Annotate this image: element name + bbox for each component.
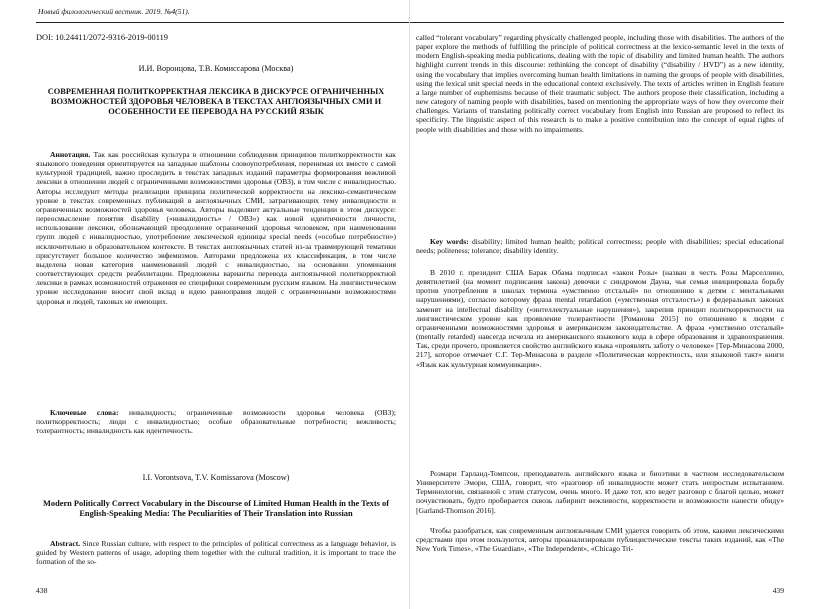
header-rule-right	[410, 22, 784, 23]
body-paragraph-1: В 2010 г. президент США Барак Обама подписал «закон Розы» (назван в честь Розы Марселлино, девятилетней (на момент подписания закона) девочки с синдромом Дауна, чья семья инициировала борьбу против употребления в школах термина «умственно отсталый» по отношению к детям с ментальными нарушениями), согласно которому фраза mental retardation («умственная отсталость») в федеральных законах заменят на intellectual disability («интеллектуальные нарушения»), закрепив принцип политкорректности на лингвистическом уровне как проявление толерантности [Романова 2015] по отношению к людям с ограниченными возможностями здоровья в американском законодательстве. А фраза «умственно отсталый» (mentally retarded) навсегда исчезла из американского языкового кода в сфере образования и здравоохранения. Так, среди прочего, проявляется свойство английского языка «проявлять заботу о человеке» [Тер-Минасова 2000, 217], которое отмечает С.Г. Тер-Минасова в разделе «Политическая корректность, или языковой такт» книги «Язык как культурная коммуникация».	[416, 268, 784, 369]
authors-ru: И.И. Воронцова, Т.В. Комиссарова (Москва)	[138, 64, 294, 73]
abstract-en	[36, 539, 396, 566]
keywords-ru-text: инвалидность; ограниченные возможности здоровья человека (ОВЗ); политкорректность; люди с инвалидностью; особые образовательные потребности; вежливость; толерантность; инвалидность как идентичность.	[36, 408, 396, 436]
body-paragraph-2: Розмари Гарланд-Томпсон, преподаватель английского языка и биоэтики в частном исследовательском Университете Эмори, США, говорит, что «разговор об инвалидности может стать непростым испытанием. Терминологии, связанной с этим статусом, очень много. И даже тот, кто ведет разговор с благой целью, может почувствовать, будто пробирается сквозь лабиринт вежливости, корректности и возможности нанести обиду» [Garland-Thomson 2016].	[416, 469, 784, 515]
page-number-right: 439	[772, 586, 784, 595]
abstract-ru-text: Так как российская культура в отношении соблюдения принципов политкорректности как языкового поведения ориентируется на западные шаблоны словоупотребления, перенимая их вместе с самой культурной традицией, важно проследить в текстах западных изданий параметры формирования вежливой лексики в отношении людей с ограниченными возможностями здоровья (ОВЗ), в том числе с инвалидностью. Авторы исследуют методы реализации принципа политической корректности на лексико-семантическом уровне в текстах современных публикаций в англоязычных СМИ, затрагивающих тему инвалидности и ограниченных возможностей здоровья человека. Авторы выделяют актуальные тенденции в этом дискурсе: переосмысление понятия disability («инвалидность» / ОВЗ») как новой идентичности личности, использование лексики, обозначающей преодоление ограничений здоровья человеком, при наименовании групп людей с инвалидностью, употребление лексической единицы special needs («особые потребности») исключительно в образовательном контексте. В текстах англоязычных статей из-за травмирующей тематики присутствует большое количество эвфемизмов. Авторами предложена их классификация, в том числе выделена новая категория наименований людей с инвалидностью, на основании упоминания соответствующих средств реабилитации. Предложены варианты перевода англоязычной политкорректной лексики в рамках возможностей отражения ее специфики современным русским языком. На лингвистическом уровне исследование вносит свой вклад в идею равноправия людей с ограниченными возможностями здоровья и людей, таковых не имеющих.	[36, 150, 396, 306]
keywords-en-label: Key words:	[430, 237, 469, 246]
abstract-ru	[36, 150, 396, 306]
abstract-en-text: Since Russian culture, with respect to the principles of political correctness as a language behavior, is guided by Western patterns of usage, adopting them together with the cultural tradition, it is important to trace the formation of the so-	[36, 539, 397, 567]
abstract-en-continued: called “tolerant vocabulary” regarding physically challenged people, including those with disabilities. The authors of the paper explore the methods of fulfilling the principle of political correctness at the lexico-semantic level in the texts of modern English-speaking media publications, dealing with the topic of disability and limited human health. The authors highlight current trends in this discourse: rethinking the concept of disability (“disability / HVD”) as a new identity, using the vocabulary that implies overcoming human health limitations in naming the groups of people with disabilities, using the lexical unit special needs in the educational context exclusively. The texts of articles written in English feature a large number of euphemisms because of their traumatic subject. The authors propose their classification, including a new category of naming people with disabilities, based on mentioning the appropriate ways of how they overcome their challenges. Variants of translating politically correct vocabulary from English into Russian are proposed to reflect its specificity. The linguistic aspect of this research is to make a positive contribution into the concept of equal rights of people with disabilities and those with no impairments.	[416, 33, 784, 134]
keywords-en	[416, 237, 784, 255]
right-page	[410, 0, 820, 609]
authors-en: I.I. Vorontsova, T.V. Komissarova (Moscow)	[142, 473, 290, 482]
abstract-en-label: Abstract.	[50, 539, 81, 548]
keywords-ru	[36, 408, 396, 435]
header-rule	[36, 22, 410, 23]
abstract-ru-label: Аннотация.	[50, 150, 91, 159]
page-number-left: 438	[36, 586, 48, 595]
doi[interactable]: DOI: 10.24411/2072-9316-2019-00119	[36, 33, 168, 42]
running-header: Новый филологический вестник. 2019. №4(51).	[38, 7, 190, 16]
body-paragraph-3: Чтобы разобраться, как современным англоязычным СМИ удается говорить об этом, какими лексическими средствами при этом пользуются, авторы проанализировали публицистические тексты таких изданий, как «The New York Times», «The Guardian», «The Independent», «Chicago Tri-	[416, 526, 784, 554]
article-title-en: Modern Politically Correct Vocabulary in the Discourse of Limited Human Health in the Texts of English-Speaking Media: The Peculiarities of Their Translation into Russian	[43, 499, 389, 519]
keywords-en-text: disability; limited human health; political correctness; people with disabilities; special educational needs; politeness; tolerance; disability identity.	[416, 237, 784, 256]
article-title-ru: СОВРЕМЕННАЯ ПОЛИТКОРРЕКТНАЯ ЛЕКСИКА В ДИСКУРСЕ ОГРАНИЧЕННЫХ ВОЗМОЖНОСТЕЙ ЗДОРОВЬЯ ЧЕЛОВЕКА В ТЕКСТАХ АНГЛОЯЗЫЧНЫХ СМИ И ОСОБЕННОСТИ ЕЕ ПЕРЕВОДА НА РУССКИЙ ЯЗЫК	[47, 87, 385, 117]
keywords-ru-label: Ключевые слова:	[50, 408, 119, 417]
